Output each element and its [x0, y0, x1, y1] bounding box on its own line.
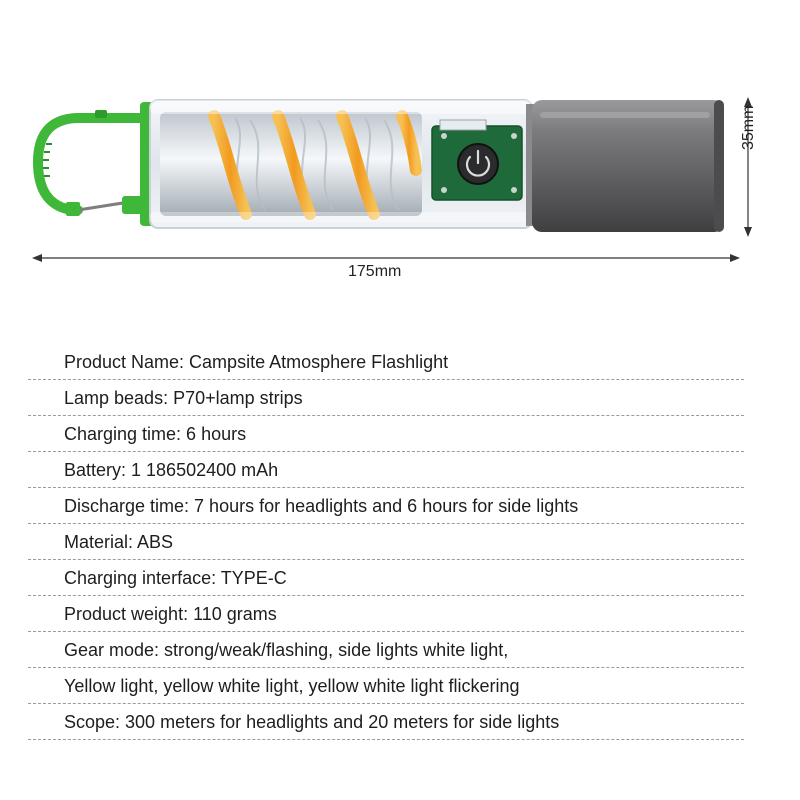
diameter-dimension-label: 35mm [740, 105, 757, 150]
spec-text: Yellow light, yellow white light, yellow white light flickering [64, 675, 520, 696]
spec-row [28, 344, 744, 380]
spec-row [28, 632, 744, 668]
length-dimension-label: 175mm [348, 263, 402, 280]
spec-text: Product weight: 110 grams [64, 603, 277, 624]
spec-row [28, 524, 744, 560]
width-dimension-line [32, 254, 740, 262]
spec-row [28, 560, 744, 596]
spec-row [28, 704, 744, 740]
spec-text: Product Name: Campsite Atmosphere Flashlight [64, 351, 449, 372]
spec-text: Discharge time: 7 hours for headlights and 6 hours for side lights [64, 495, 579, 516]
circuit-board [432, 120, 522, 200]
spec-row [28, 668, 744, 704]
spec-text: Gear mode: strong/weak/flashing, side lights white light, [64, 639, 509, 660]
spec-text: Scope: 300 meters for headlights and 20 meters for side lights [64, 711, 560, 732]
spec-text: Battery: 1 186502400 mAh [64, 459, 279, 480]
flashlight-head [526, 100, 724, 232]
spec-text: Material: ABS [64, 531, 174, 552]
flashlight-illustration [0, 0, 800, 300]
spec-row [28, 488, 744, 524]
power-button-icon[interactable] [458, 144, 498, 184]
spec-text: Charging interface: TYPE-C [64, 567, 287, 588]
spec-row [28, 596, 744, 632]
spec-row [28, 452, 744, 488]
product-figure [0, 0, 800, 300]
spec-row [28, 380, 744, 416]
carabiner-hook [38, 110, 146, 216]
spec-text: Lamp beads: P70+lamp strips [64, 387, 303, 408]
spec-row [28, 416, 744, 452]
spec-list [28, 344, 744, 740]
spec-text: Charging time: 6 hours [64, 423, 247, 444]
